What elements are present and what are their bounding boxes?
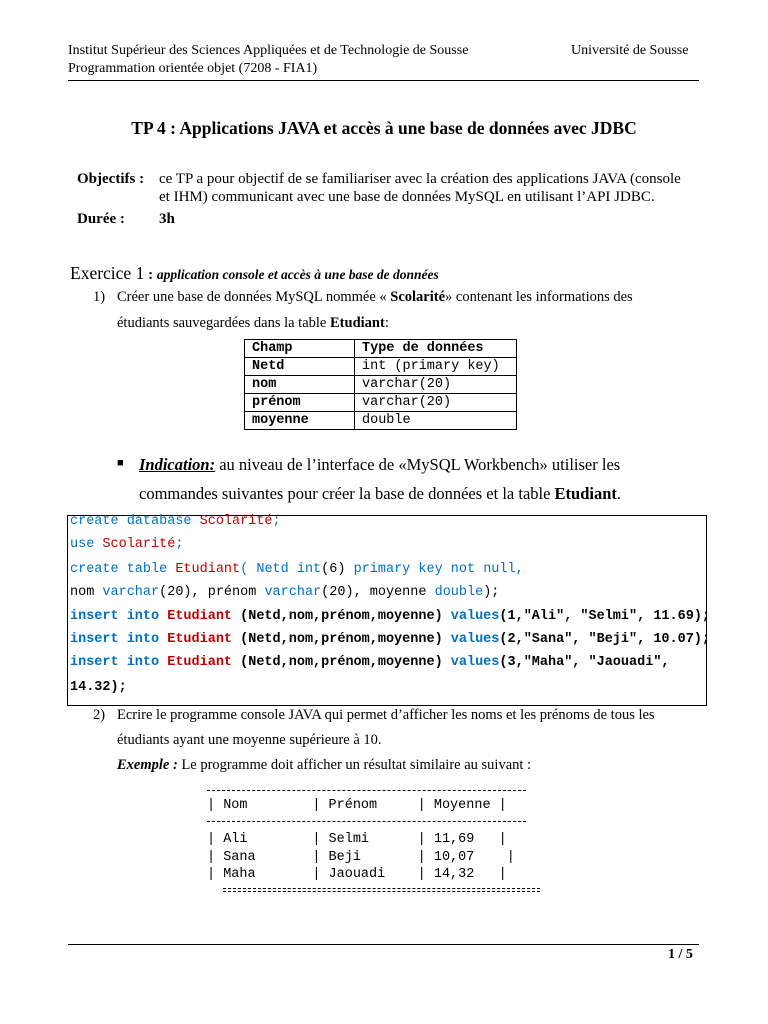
q1-number: 1) — [93, 289, 106, 305]
q1-table-name: Etudiant — [330, 315, 385, 331]
output-top-dashes — [207, 790, 526, 791]
q1-text-a: Créer une base de données MySQL nommée « — [117, 289, 391, 305]
table-cell: Netd — [245, 358, 355, 376]
table-header-row — [245, 340, 517, 358]
sql-line-2 — [70, 536, 183, 554]
sql-keyword: insert into — [70, 655, 168, 670]
sql-text: (3,"Maha", "Jaouadi", — [499, 655, 670, 670]
sql-identifier: Etudiant — [167, 655, 233, 670]
table-row — [245, 376, 517, 394]
table-cell: int (primary key) — [355, 358, 517, 376]
indication-line-2 — [139, 484, 621, 504]
exercise-1-heading — [70, 263, 439, 284]
footer-rule — [68, 944, 699, 945]
sql-text: (Netd,nom,prénom,moyenne) — [232, 655, 451, 670]
table-row — [245, 412, 517, 430]
sql-keyword: values — [450, 632, 500, 647]
sql-keyword: varchar — [264, 585, 322, 600]
q1-line-2 — [117, 315, 389, 332]
q2-line-1: Ecrire le programme console JAVA qui permet d’afficher les noms et les prénoms de tous les — [117, 707, 655, 723]
sql-keyword: values — [450, 655, 500, 670]
q1-text-c: » contenant les informations des — [445, 289, 633, 305]
indication-table-name: Etudiant — [554, 484, 617, 503]
sql-keyword: double — [434, 585, 484, 600]
sql-keyword: create table — [70, 562, 176, 577]
sql-keyword: insert into — [70, 609, 168, 624]
indication-label: Indication: — [139, 455, 216, 474]
sql-line-3 — [70, 561, 524, 579]
square-bullet-icon: ■ — [117, 457, 124, 469]
sql-keyword: primary key not null, — [353, 562, 524, 577]
indication-line-1 — [139, 455, 620, 475]
sql-line-4 — [70, 584, 499, 602]
sql-identifier: Scolarité — [102, 537, 176, 552]
q1-line-1 — [117, 289, 633, 306]
q1-db-name: Scolarité — [390, 289, 446, 305]
sql-text: (20), moyenne — [321, 585, 435, 600]
table-cell: double — [355, 412, 517, 430]
objectives-line-1: ce TP a pour objectif de se familiariser avec la création des applications JAVA (console — [159, 171, 681, 187]
table-header-cell: Type de données — [355, 340, 517, 358]
output-row: | Sana | Beji | 10,07 | — [207, 850, 515, 865]
output-header-dashes — [207, 821, 526, 822]
page-number: 1 / 5 — [668, 947, 693, 962]
page-title: TP 4 : Applications JAVA et accès à une base de données avec JDBC — [131, 118, 637, 138]
sql-keyword: create database — [70, 514, 200, 529]
duration-value: 3h — [159, 211, 175, 227]
duration-label: Durée : — [77, 211, 125, 227]
sql-punct: ; — [272, 514, 281, 529]
output-row: | Ali | Selmi | 11,69 | — [207, 832, 507, 847]
sql-identifier: Etudiant — [167, 609, 233, 624]
exercise-1-title: Exercice 1 — [70, 263, 145, 283]
fields-table — [244, 339, 517, 430]
header-university: Université de Sousse — [571, 43, 689, 58]
header-course: Programmation orientée objet (7208 - FIA1) — [68, 61, 318, 76]
output-header-row: | Nom | Prénom | Moyenne | — [207, 798, 507, 813]
indication-text-3: . — [616, 484, 622, 503]
q2-number: 2) — [93, 707, 106, 723]
table-header-cell: Champ — [245, 340, 355, 358]
sql-line-1 — [70, 513, 281, 531]
sql-identifier: Scolarité — [199, 514, 273, 529]
sql-line-8 — [70, 679, 127, 697]
example-label: Exemple : — [117, 757, 178, 773]
indication-text-2: commandes suivantes pour créer la base de données et la table — [139, 484, 555, 503]
sql-text: ); — [483, 585, 500, 600]
q1-text-d: étudiants sauvegardées dans la table — [117, 315, 330, 331]
table-cell: varchar(20) — [355, 376, 517, 394]
sql-punct: ; — [175, 537, 184, 552]
output-bottom-dashes — [223, 888, 540, 892]
sql-keyword: varchar — [102, 585, 160, 600]
q1-text-e: : — [384, 315, 389, 331]
objectives-line-2: et IHM) communicant avec une base de données MySQL en utilisant l’API JDBC. — [159, 189, 655, 205]
sql-text: nom — [70, 585, 103, 600]
exercise-1-sep: : — [144, 267, 157, 283]
exercise-1-subtitle: application console et accès à une base de données — [156, 267, 439, 282]
sql-identifier: Etudiant — [175, 562, 241, 577]
sql-text: 14.32); — [70, 680, 127, 695]
sql-text: (1,"Ali", "Selmi", 11.69); — [499, 609, 711, 624]
table-row — [245, 358, 517, 376]
table-row — [245, 394, 517, 412]
example-text: Le programme doit afficher un résultat similaire au suivant : — [177, 757, 532, 773]
sql-identifier: Etudiant — [167, 632, 233, 647]
sql-text: (Netd,nom,prénom,moyenne) — [232, 632, 451, 647]
sql-keyword: int — [296, 562, 322, 577]
table-cell: moyenne — [245, 412, 355, 430]
sql-text: (20), prénom — [159, 585, 265, 600]
output-row: | Maha | Jaouadi | 14,32 | — [207, 867, 507, 882]
sql-text: (6) — [321, 562, 354, 577]
header-rule — [68, 80, 699, 81]
sql-line-6 — [70, 631, 710, 649]
objectives-label: Objectifs : — [77, 171, 145, 187]
table-cell: prénom — [245, 394, 355, 412]
sql-keyword: insert into — [70, 632, 168, 647]
sql-text: (Netd,nom,prénom,moyenne) — [232, 609, 451, 624]
sql-line-7 — [70, 654, 670, 672]
table-cell: varchar(20) — [355, 394, 517, 412]
header-institute: Institut Supérieur des Sciences Appliquées et de Technologie de Sousse — [68, 43, 469, 58]
sql-line-5 — [70, 608, 710, 626]
sql-text: ( Netd — [240, 562, 297, 577]
sql-keyword: use — [70, 537, 103, 552]
q2-example — [117, 757, 531, 774]
sql-text: (2,"Sana", "Beji", 10.07); — [499, 632, 711, 647]
table-cell: nom — [245, 376, 355, 394]
sql-keyword: values — [450, 609, 500, 624]
q2-line-2: étudiants ayant une moyenne supérieure à 10. — [117, 732, 382, 748]
indication-text-1: au niveau de l’interface de «MySQL Workbench» utiliser les — [215, 455, 621, 474]
